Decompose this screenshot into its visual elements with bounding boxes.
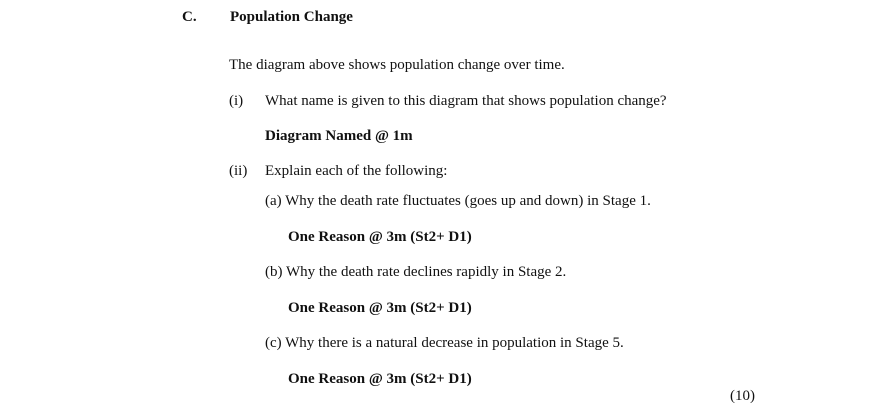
- question-ii-part-a: (a) Why the death rate fluctuates (goes up and down) in Stage 1.: [265, 193, 651, 209]
- question-ii-text: Explain each of the following:: [265, 163, 448, 179]
- question-ii-part-b-marking: One Reason @ 3m (St2+ D1): [288, 300, 472, 316]
- section-letter: C.: [182, 9, 197, 25]
- question-ii-part-a-marking: One Reason @ 3m (St2+ D1): [288, 229, 472, 245]
- intro-text: The diagram above shows population change over time.: [229, 57, 565, 73]
- question-ii-part-c: (c) Why there is a natural decrease in population in Stage 5.: [265, 335, 624, 351]
- question-ii-part-c-marking: One Reason @ 3m (St2+ D1): [288, 371, 472, 387]
- question-ii-part-b: (b) Why the death rate declines rapidly in Stage 2.: [265, 264, 567, 280]
- question-i-marking: Diagram Named @ 1m: [265, 128, 413, 144]
- question-ii-number: (ii): [229, 163, 248, 179]
- section-title: Population Change: [230, 9, 353, 25]
- question-i-number: (i): [229, 93, 244, 109]
- total-marks: (10): [730, 388, 755, 404]
- question-i-text: What name is given to this diagram that shows population change?: [265, 93, 667, 109]
